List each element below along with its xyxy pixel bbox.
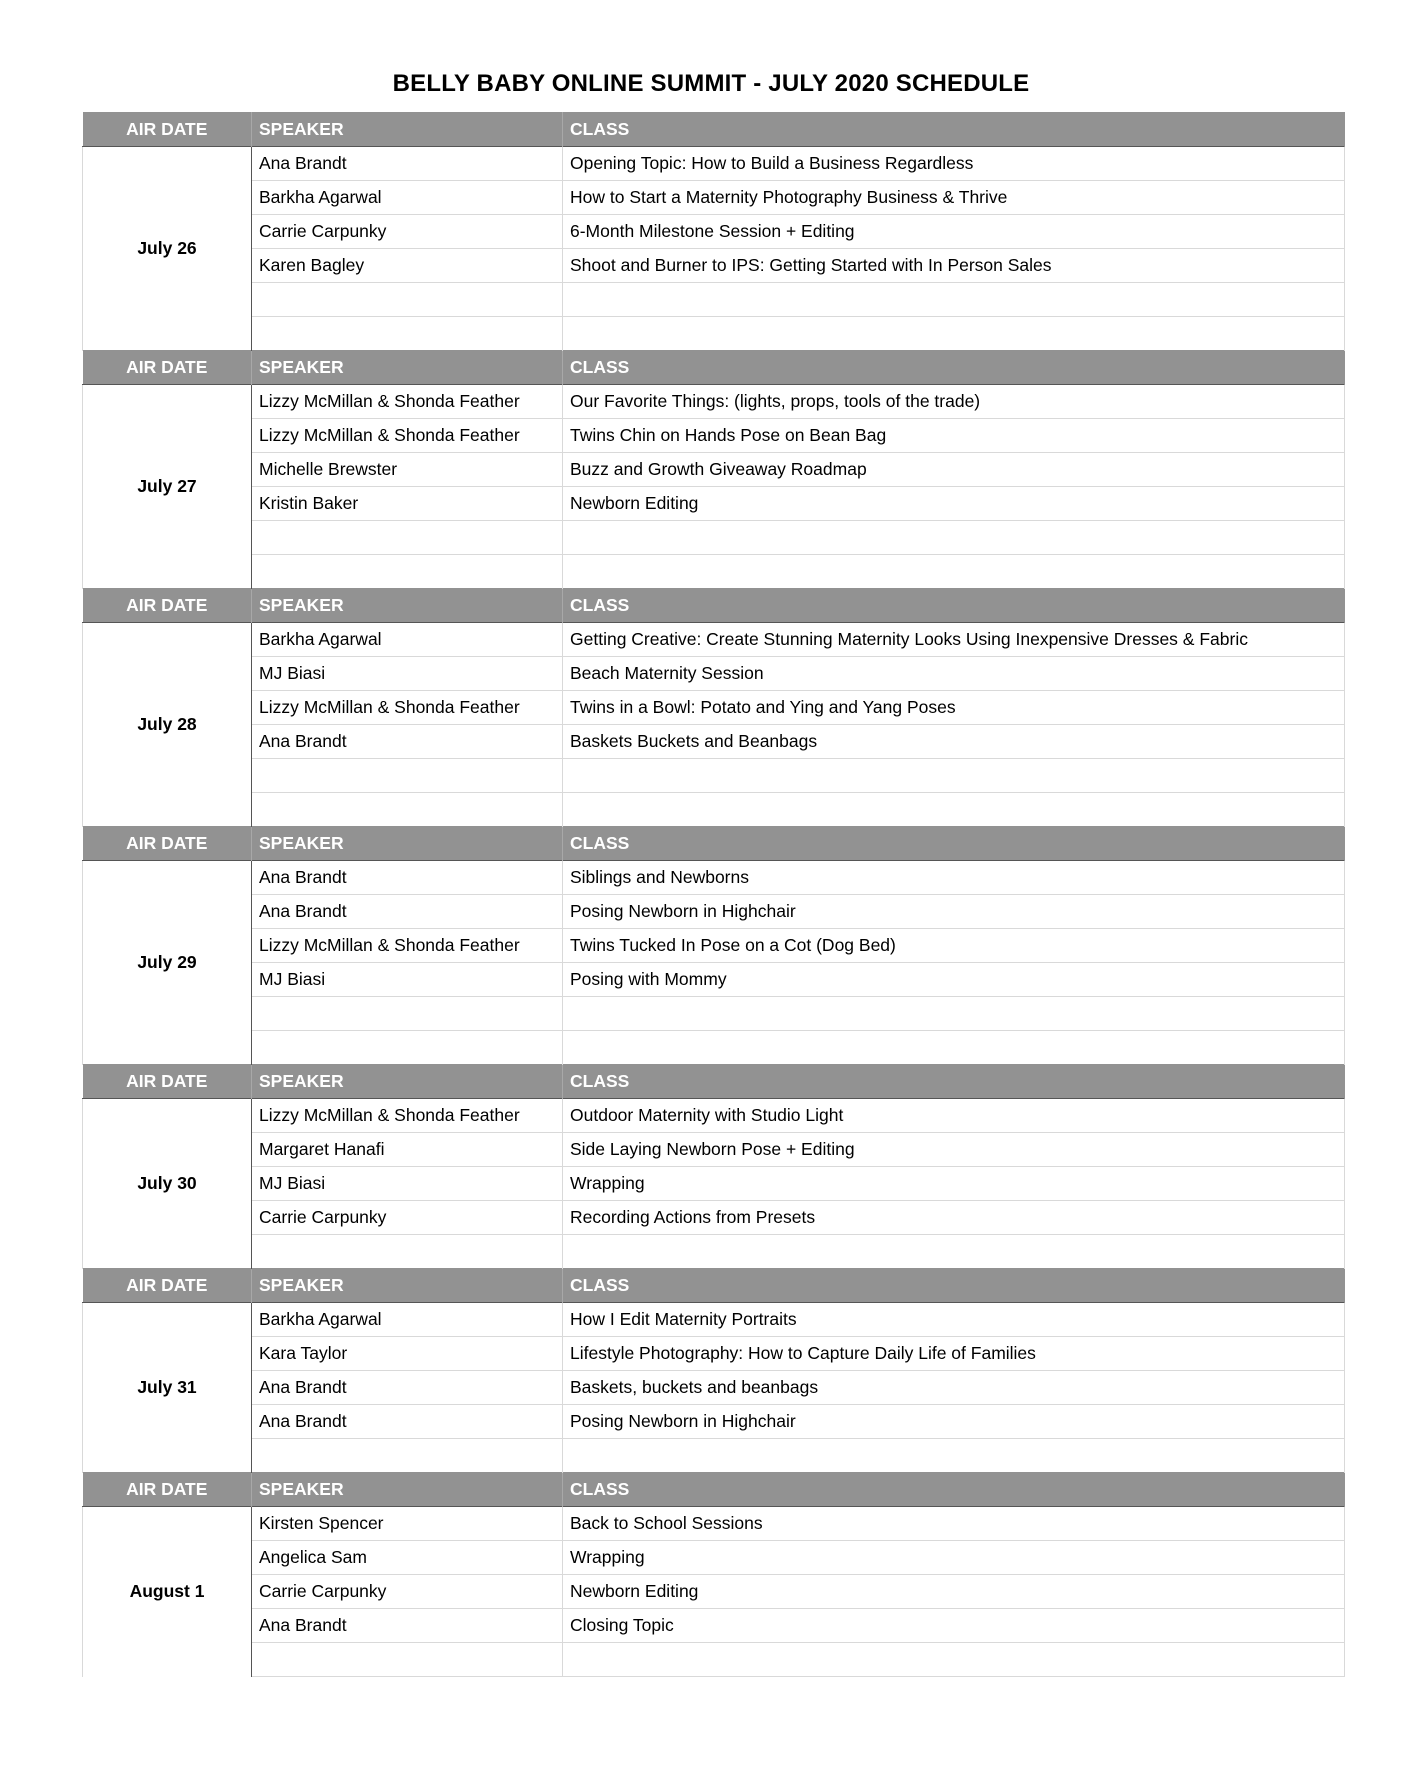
- section-header-row: [83, 1473, 1345, 1507]
- class-cell: How I Edit Maternity Portraits: [563, 1303, 1345, 1337]
- speaker-cell: Lizzy McMillan & Shonda Feather: [252, 1099, 563, 1133]
- class-cell: Opening Topic: How to Build a Business Regardless: [563, 147, 1345, 181]
- column-header-speaker: SPEAKER: [252, 827, 563, 861]
- speaker-cell: Ana Brandt: [252, 1405, 563, 1439]
- air-date-cell: July 29: [83, 861, 252, 1065]
- speaker-cell: [252, 1031, 563, 1065]
- speaker-cell: Ana Brandt: [252, 895, 563, 929]
- speaker-cell: [252, 997, 563, 1031]
- class-cell: Siblings and Newborns: [563, 861, 1345, 895]
- class-cell: Getting Creative: Create Stunning Maternity Looks Using Inexpensive Dresses & Fabric: [563, 623, 1345, 657]
- speaker-cell: [252, 283, 563, 317]
- class-cell: [563, 759, 1345, 793]
- table-row: [83, 215, 1345, 249]
- class-cell: Recording Actions from Presets: [563, 1201, 1345, 1235]
- table-row: [83, 1541, 1345, 1575]
- speaker-cell: MJ Biasi: [252, 963, 563, 997]
- class-cell: [563, 1235, 1345, 1269]
- column-header-air-date: AIR DATE: [83, 351, 252, 385]
- class-cell: Twins in a Bowl: Potato and Ying and Yang Poses: [563, 691, 1345, 725]
- table-row: [83, 997, 1345, 1031]
- table-row: [83, 929, 1345, 963]
- class-cell: 6-Month Milestone Session + Editing: [563, 215, 1345, 249]
- speaker-cell: MJ Biasi: [252, 657, 563, 691]
- speaker-cell: [252, 317, 563, 351]
- speaker-cell: Carrie Carpunky: [252, 1575, 563, 1609]
- table-row: [83, 1167, 1345, 1201]
- class-cell: [563, 521, 1345, 555]
- speaker-cell: Carrie Carpunky: [252, 215, 563, 249]
- section-header-row: [83, 113, 1345, 147]
- class-cell: How to Start a Maternity Photography Business & Thrive: [563, 181, 1345, 215]
- table-row: [83, 453, 1345, 487]
- class-cell: Side Laying Newborn Pose + Editing: [563, 1133, 1345, 1167]
- table-row: [83, 1133, 1345, 1167]
- air-date-cell: July 28: [83, 623, 252, 827]
- class-cell: Newborn Editing: [563, 487, 1345, 521]
- speaker-cell: Ana Brandt: [252, 725, 563, 759]
- speaker-cell: [252, 1235, 563, 1269]
- section-header-row: [83, 1269, 1345, 1303]
- speaker-cell: Kirsten Spencer: [252, 1507, 563, 1541]
- column-header-speaker: SPEAKER: [252, 589, 563, 623]
- table-row: [83, 1575, 1345, 1609]
- table-row: [83, 725, 1345, 759]
- table-row: [83, 1371, 1345, 1405]
- class-cell: Outdoor Maternity with Studio Light: [563, 1099, 1345, 1133]
- speaker-cell: Ana Brandt: [252, 1609, 563, 1643]
- table-row: [83, 419, 1345, 453]
- speaker-cell: Kara Taylor: [252, 1337, 563, 1371]
- class-cell: Back to School Sessions: [563, 1507, 1345, 1541]
- table-row: [83, 385, 1345, 419]
- air-date-cell: July 31: [83, 1303, 252, 1473]
- table-row: [83, 623, 1345, 657]
- table-row: [83, 487, 1345, 521]
- speaker-cell: [252, 1439, 563, 1473]
- speaker-cell: [252, 793, 563, 827]
- class-cell: Baskets Buckets and Beanbags: [563, 725, 1345, 759]
- class-cell: Our Favorite Things: (lights, props, tools of the trade): [563, 385, 1345, 419]
- class-cell: [563, 317, 1345, 351]
- column-header-class: CLASS: [563, 827, 1345, 861]
- schedule-body: [83, 113, 1345, 1677]
- speaker-cell: Barkha Agarwal: [252, 1303, 563, 1337]
- class-cell: Twins Chin on Hands Pose on Bean Bag: [563, 419, 1345, 453]
- column-header-speaker: SPEAKER: [252, 113, 563, 147]
- speaker-cell: [252, 1643, 563, 1677]
- class-cell: [563, 997, 1345, 1031]
- table-row: [83, 555, 1345, 589]
- class-cell: Baskets, buckets and beanbags: [563, 1371, 1345, 1405]
- speaker-cell: Michelle Brewster: [252, 453, 563, 487]
- class-cell: [563, 793, 1345, 827]
- class-cell: Posing Newborn in Highchair: [563, 1405, 1345, 1439]
- class-cell: Twins Tucked In Pose on a Cot (Dog Bed): [563, 929, 1345, 963]
- table-row: [83, 1609, 1345, 1643]
- table-row: [83, 1643, 1345, 1677]
- table-row: [83, 895, 1345, 929]
- column-header-class: CLASS: [563, 1473, 1345, 1507]
- class-cell: Lifestyle Photography: How to Capture Daily Life of Families: [563, 1337, 1345, 1371]
- table-row: [83, 1201, 1345, 1235]
- speaker-cell: Carrie Carpunky: [252, 1201, 563, 1235]
- air-date-cell: July 30: [83, 1099, 252, 1269]
- column-header-speaker: SPEAKER: [252, 1065, 563, 1099]
- schedule-table: [82, 112, 1345, 1677]
- class-cell: Posing with Mommy: [563, 963, 1345, 997]
- speaker-cell: Lizzy McMillan & Shonda Feather: [252, 419, 563, 453]
- speaker-cell: Lizzy McMillan & Shonda Feather: [252, 385, 563, 419]
- column-header-class: CLASS: [563, 1269, 1345, 1303]
- speaker-cell: [252, 521, 563, 555]
- table-row: [83, 249, 1345, 283]
- class-cell: Beach Maternity Session: [563, 657, 1345, 691]
- table-row: [83, 963, 1345, 997]
- section-header-row: [83, 589, 1345, 623]
- speaker-cell: Lizzy McMillan & Shonda Feather: [252, 691, 563, 725]
- table-row: [83, 1337, 1345, 1371]
- column-header-air-date: AIR DATE: [83, 113, 252, 147]
- column-header-class: CLASS: [563, 351, 1345, 385]
- class-cell: Closing Topic: [563, 1609, 1345, 1643]
- class-cell: Buzz and Growth Giveaway Roadmap: [563, 453, 1345, 487]
- section-header-row: [83, 827, 1345, 861]
- speaker-cell: MJ Biasi: [252, 1167, 563, 1201]
- table-row: [83, 1099, 1345, 1133]
- column-header-air-date: AIR DATE: [83, 1473, 252, 1507]
- speaker-cell: [252, 759, 563, 793]
- table-row: [83, 793, 1345, 827]
- column-header-class: CLASS: [563, 589, 1345, 623]
- class-cell: [563, 555, 1345, 589]
- column-header-speaker: SPEAKER: [252, 351, 563, 385]
- speaker-cell: Ana Brandt: [252, 147, 563, 181]
- air-date-cell: July 26: [83, 147, 252, 351]
- speaker-cell: [252, 555, 563, 589]
- table-row: [83, 1439, 1345, 1473]
- column-header-class: CLASS: [563, 1065, 1345, 1099]
- class-cell: Posing Newborn in Highchair: [563, 895, 1345, 929]
- table-row: [83, 1303, 1345, 1337]
- table-row: [83, 317, 1345, 351]
- class-cell: [563, 283, 1345, 317]
- speaker-cell: Ana Brandt: [252, 861, 563, 895]
- class-cell: Wrapping: [563, 1167, 1345, 1201]
- class-cell: [563, 1439, 1345, 1473]
- table-row: [83, 759, 1345, 793]
- air-date-cell: July 27: [83, 385, 252, 589]
- section-header-row: [83, 351, 1345, 385]
- speaker-cell: Ana Brandt: [252, 1371, 563, 1405]
- speaker-cell: Karen Bagley: [252, 249, 563, 283]
- class-cell: [563, 1643, 1345, 1677]
- air-date-cell: August 1: [83, 1507, 252, 1677]
- class-cell: Newborn Editing: [563, 1575, 1345, 1609]
- table-row: [83, 1235, 1345, 1269]
- speaker-cell: Kristin Baker: [252, 487, 563, 521]
- table-row: [83, 1507, 1345, 1541]
- table-row: [83, 1405, 1345, 1439]
- speaker-cell: Barkha Agarwal: [252, 623, 563, 657]
- speaker-cell: Barkha Agarwal: [252, 181, 563, 215]
- column-header-speaker: SPEAKER: [252, 1269, 563, 1303]
- table-row: [83, 657, 1345, 691]
- column-header-air-date: AIR DATE: [83, 827, 252, 861]
- table-row: [83, 283, 1345, 317]
- page-title: BELLY BABY ONLINE SUMMIT - JULY 2020 SCHEDULE: [392, 70, 1030, 97]
- class-cell: Shoot and Burner to IPS: Getting Started with In Person Sales: [563, 249, 1345, 283]
- table-row: [83, 861, 1345, 895]
- section-header-row: [83, 1065, 1345, 1099]
- column-header-air-date: AIR DATE: [83, 589, 252, 623]
- table-row: [83, 691, 1345, 725]
- column-header-air-date: AIR DATE: [83, 1269, 252, 1303]
- speaker-cell: Angelica Sam: [252, 1541, 563, 1575]
- column-header-class: CLASS: [563, 113, 1345, 147]
- speaker-cell: Lizzy McMillan & Shonda Feather: [252, 929, 563, 963]
- class-cell: [563, 1031, 1345, 1065]
- table-row: [83, 1031, 1345, 1065]
- table-row: [83, 147, 1345, 181]
- table-row: [83, 181, 1345, 215]
- column-header-air-date: AIR DATE: [83, 1065, 252, 1099]
- column-header-speaker: SPEAKER: [252, 1473, 563, 1507]
- table-row: [83, 521, 1345, 555]
- speaker-cell: Margaret Hanafi: [252, 1133, 563, 1167]
- class-cell: Wrapping: [563, 1541, 1345, 1575]
